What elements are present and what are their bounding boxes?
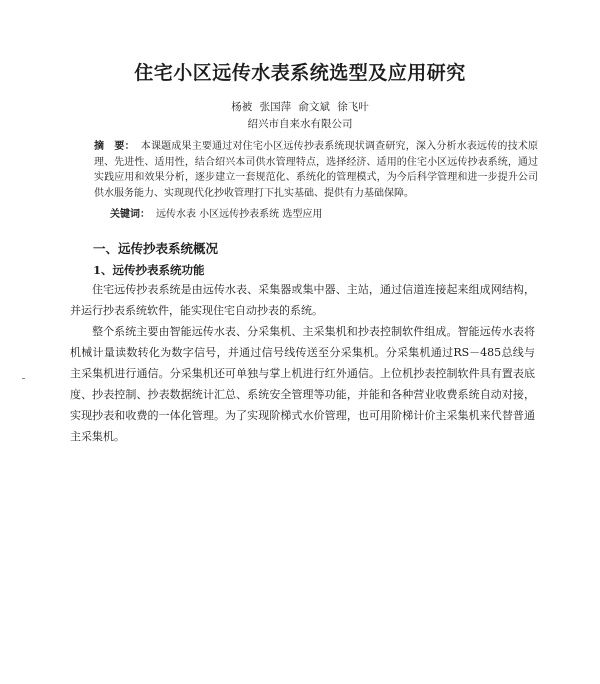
author-list: 杨被 张国萍 俞文斌 徐飞叶 <box>231 101 369 113</box>
keywords-label: 关键词： <box>110 209 150 220</box>
keywords <box>110 207 540 222</box>
body-paragraph-1: 住宅远传抄表系统是由远传水表、采集器或集中器、主站，通过信道连接起来组成网结构，并运行抄表系统软件，能实现住宅自动抄表的系统。 <box>70 283 535 317</box>
author-affiliation: 绍兴市自来水有限公司 <box>247 118 353 130</box>
section-heading: 一、远传抄表系统概况 <box>93 241 219 256</box>
keywords-text: 远传水表 小区远传抄表系统 选型应用 <box>156 209 323 220</box>
abstract-text: 本课题成果主要通过对住宅小区远传抄表系统现状调查研究，深入分析水表远传的技术原理、先进性、适用性，结合绍兴本司供水管理特点，选择经济、适用的住宅小区远传抄表系统，通过实践应用和效果分析，逐步建立一套规范化、系统化的管理模式，为今后科学管理和进一步提升公司供水服务能力、实现现代化抄收管理打下扎实基础、提供有力基础保障。 <box>94 141 539 199</box>
scan-margin-mark <box>22 378 25 379</box>
body-paragraph-2: 整个系统主要由智能远传水表、分采集机、主采集机和抄表控制软件组成。智能远传水表将机械计量读数转化为数字信号，并通过信号线传送至分采集机。分采集机通过RS－485总线与主采集机进行通信。分采集机还可单独与掌上机进行红外通信。上位机抄表控制软件具有置表底度、抄表控制、抄表数据统计汇总、系统安全管理等功能，并能和各种营业收费系统自动对接，实现抄表和收费的一体化管理。为了实现阶梯式水价管理，也可用阶梯计价主采集机来代替普通主采集机。 <box>70 325 535 443</box>
paper-title: 住宅小区远传水表系统选型及应用研究 <box>134 62 466 84</box>
subsection-heading: 1、远传抄表系统功能 <box>93 263 205 277</box>
abstract <box>94 139 538 201</box>
abstract-label: 摘 要： <box>94 141 135 152</box>
